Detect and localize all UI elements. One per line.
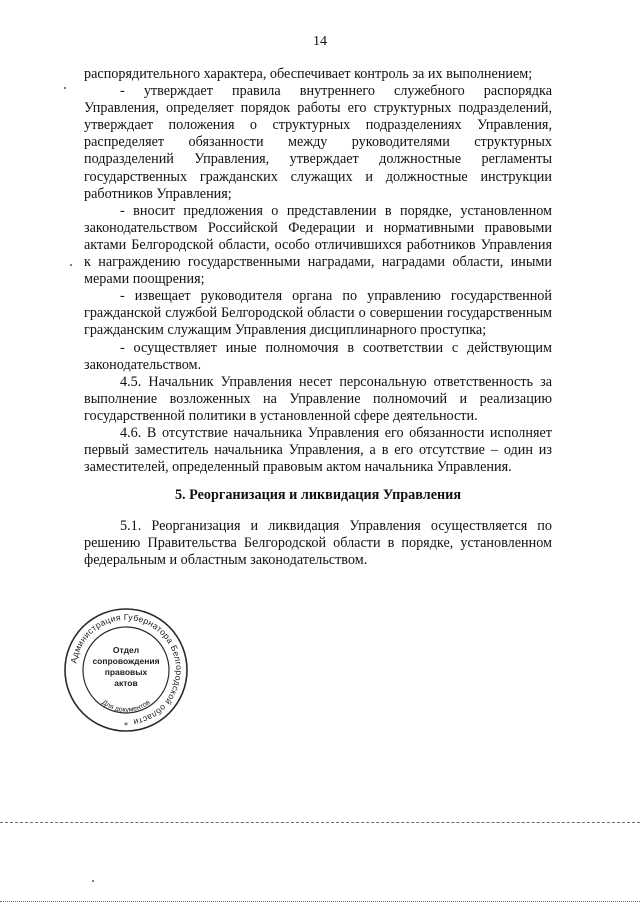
- section-heading: 5. Реорганизация и ликвидация Управления: [174, 487, 462, 503]
- stamp-bottom-text: Для документов: [100, 699, 152, 714]
- bottom-scan-line: [0, 822, 640, 823]
- scan-speck: [70, 264, 72, 266]
- paragraph: - извещает руководителя органа по управлению государственной гражданской службой Белгородской области о совершении государственным гражданским служащим Управления дисциплинарного проступка;: [84, 288, 552, 339]
- scan-speck: [64, 87, 66, 89]
- paragraph: 4.6. В отсутствие начальника Управления его обязанности исполняет первый заместитель начальника Управления, а в его отсутствие – один из заместителей, определенный правовым актом начальника Управления.: [84, 424, 552, 476]
- edge-scan-line: [0, 901, 640, 902]
- official-stamp: [62, 606, 190, 734]
- paragraph: - утверждает правила внутреннего служебного распорядка Управления, определяет порядок работы его структурных подразделений, утверждает положения о структурных подразделениях Управления, распределяет обязанности между руководителями структурных подразделений Управления, утверждает должностные регламенты государственных гражданских служащих и должностные инструкции работников Управления;: [84, 83, 552, 202]
- scan-speck: [92, 880, 94, 882]
- stamp-center-line: актов: [114, 678, 138, 688]
- paragraph: 5.1. Реорганизация и ликвидация Управления осуществляется по решению Правительства Белгородской области в порядке, установленном федеральным и областным законодательством.: [84, 518, 552, 569]
- document-body: [84, 66, 552, 476]
- paragraph: распорядительного характера, обеспечивает контроль за их выполнением;: [84, 66, 533, 82]
- stamp-center-line: сопровождения: [92, 656, 160, 666]
- paragraph: 4.5. Начальник Управления несет персональную ответственность за выполнение возложенных на Управление полномочий и реализацию государственной политики в установленной сфере деятельности.: [84, 373, 552, 424]
- page-number: 14: [313, 34, 327, 49]
- stamp-ring-text: Администрация Губернатора Белгородской области: [68, 611, 185, 728]
- paragraph: - вносит предложения о представлении в порядке, установленном законодательством Российской Федерации и нормативными правовыми актами Белгородской области, особо отличившихся работников Управления к награждению государственными наградами, наградами области, иными мерами поощрения;: [84, 202, 552, 288]
- paragraph: - осуществляет иные полномочия в соответствии с действующим законодательством.: [84, 339, 552, 373]
- section-body: [84, 518, 552, 569]
- stamp-star-icon: *: [124, 721, 128, 730]
- stamp-center-line: Отдел: [112, 645, 140, 655]
- stamp-center-line: правовых: [104, 667, 148, 677]
- svg-text:Для документов: [100, 699, 151, 714]
